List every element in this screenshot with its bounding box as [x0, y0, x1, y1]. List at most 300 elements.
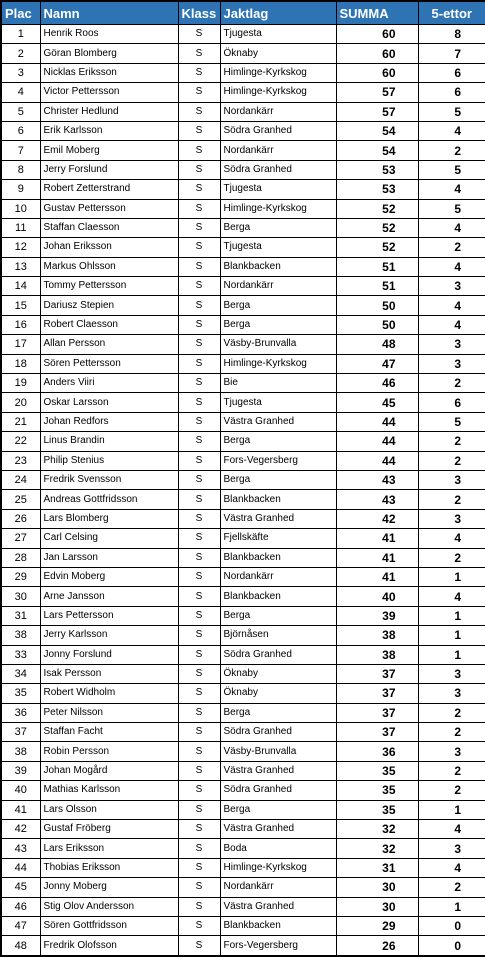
cell-klass: S	[178, 606, 220, 625]
cell-5-ettor: 4	[418, 587, 485, 606]
cell-jaktlag: Öknaby	[220, 684, 336, 703]
cell-5-ettor: 5	[418, 102, 485, 121]
cell-summa: 50	[336, 296, 418, 315]
table-row	[1, 470, 485, 489]
cell-jaktlag: Blankbacken	[220, 490, 336, 509]
cell-klass: S	[178, 529, 220, 548]
cell-klass: S	[178, 509, 220, 528]
cell-5-ettor: 2	[418, 878, 485, 897]
cell-jaktlag: Berga	[220, 432, 336, 451]
cell-jaktlag: Boda	[220, 839, 336, 858]
cell-klass: S	[178, 102, 220, 121]
cell-klass: S	[178, 83, 220, 102]
cell-klass: S	[178, 703, 220, 722]
cell-5-ettor: 4	[418, 218, 485, 237]
cell-jaktlag: Fors-Vegersberg	[220, 936, 336, 956]
cell-5-ettor: 3	[418, 509, 485, 528]
cell-klass: S	[178, 490, 220, 509]
cell-5-ettor: 2	[418, 761, 485, 780]
table-row	[1, 626, 485, 645]
table-row	[1, 102, 485, 121]
cell-summa: 60	[336, 44, 418, 63]
cell-namn: Linus Brandin	[40, 432, 178, 451]
cell-5-ettor: 0	[418, 936, 485, 956]
cell-summa: 41	[336, 567, 418, 586]
cell-namn: Victor Pettersson	[40, 83, 178, 102]
cell-klass: S	[178, 548, 220, 567]
cell-namn: Sören Gottfridsson	[40, 916, 178, 935]
cell-jaktlag: Nordankärr	[220, 102, 336, 121]
cell-jaktlag: Öknaby	[220, 664, 336, 683]
cell-summa: 57	[336, 102, 418, 121]
cell-klass: S	[178, 800, 220, 819]
cell-summa: 35	[336, 761, 418, 780]
cell-plac: 6	[1, 121, 40, 140]
cell-namn: Oskar Larsson	[40, 393, 178, 412]
cell-namn: Emil Moberg	[40, 141, 178, 160]
cell-summa: 51	[336, 257, 418, 276]
cell-plac: 44	[1, 858, 40, 877]
table-row	[1, 141, 485, 160]
cell-namn: Jonny Moberg	[40, 878, 178, 897]
cell-5-ettor: 4	[418, 121, 485, 140]
table-row	[1, 878, 485, 897]
cell-plac: 22	[1, 432, 40, 451]
cell-summa: 26	[336, 936, 418, 956]
cell-summa: 54	[336, 141, 418, 160]
cell-5-ettor: 2	[418, 238, 485, 257]
cell-summa: 44	[336, 451, 418, 470]
cell-klass: S	[178, 781, 220, 800]
cell-plac: 47	[1, 916, 40, 935]
table-row	[1, 587, 485, 606]
cell-summa: 29	[336, 916, 418, 935]
cell-summa: 40	[336, 587, 418, 606]
cell-summa: 38	[336, 645, 418, 664]
cell-klass: S	[178, 180, 220, 199]
cell-plac: 4	[1, 83, 40, 102]
cell-5-ettor: 1	[418, 800, 485, 819]
table-row	[1, 897, 485, 916]
cell-summa: 30	[336, 897, 418, 916]
cell-jaktlag: Nordankärr	[220, 277, 336, 296]
cell-plac: 28	[1, 548, 40, 567]
table-row	[1, 820, 485, 839]
cell-plac: 30	[1, 587, 40, 606]
cell-klass: S	[178, 121, 220, 140]
cell-klass: S	[178, 684, 220, 703]
cell-namn: Mathias Karlsson	[40, 781, 178, 800]
cell-5-ettor: 4	[418, 296, 485, 315]
cell-5-ettor: 1	[418, 606, 485, 625]
cell-klass: S	[178, 277, 220, 296]
cell-klass: S	[178, 878, 220, 897]
cell-plac: 9	[1, 180, 40, 199]
cell-klass: S	[178, 44, 220, 63]
cell-plac: 37	[1, 723, 40, 742]
header-plac: Plac	[1, 1, 40, 25]
cell-jaktlag: Västra Granhed	[220, 509, 336, 528]
table-row	[1, 83, 485, 102]
cell-summa: 54	[336, 121, 418, 140]
cell-jaktlag: Blankbacken	[220, 587, 336, 606]
table-row	[1, 916, 485, 935]
cell-5-ettor: 3	[418, 277, 485, 296]
cell-klass: S	[178, 567, 220, 586]
cell-5-ettor: 6	[418, 83, 485, 102]
cell-plac: 36	[1, 703, 40, 722]
cell-klass: S	[178, 897, 220, 916]
cell-5-ettor: 1	[418, 626, 485, 645]
cell-summa: 31	[336, 858, 418, 877]
cell-plac: 17	[1, 335, 40, 354]
cell-namn: Lars Pettersson	[40, 606, 178, 625]
cell-klass: S	[178, 723, 220, 742]
cell-namn: Jerry Forslund	[40, 160, 178, 179]
cell-namn: Dariusz Stepien	[40, 296, 178, 315]
cell-5-ettor: 6	[418, 393, 485, 412]
cell-klass: S	[178, 335, 220, 354]
cell-5-ettor: 3	[418, 742, 485, 761]
cell-jaktlag: Himlinge-Kyrkskog	[220, 63, 336, 82]
cell-plac: 48	[1, 936, 40, 956]
cell-jaktlag: Södra Granhed	[220, 645, 336, 664]
cell-plac: 31	[1, 606, 40, 625]
cell-jaktlag: Södra Granhed	[220, 723, 336, 742]
cell-5-ettor: 3	[418, 839, 485, 858]
cell-summa: 48	[336, 335, 418, 354]
table-row	[1, 606, 485, 625]
cell-summa: 52	[336, 199, 418, 218]
cell-plac: 10	[1, 199, 40, 218]
cell-summa: 30	[336, 878, 418, 897]
table-row	[1, 218, 485, 237]
cell-plac: 25	[1, 490, 40, 509]
cell-plac: 45	[1, 878, 40, 897]
cell-jaktlag: Öknaby	[220, 44, 336, 63]
cell-jaktlag: Tjugesta	[220, 180, 336, 199]
cell-5-ettor: 2	[418, 723, 485, 742]
cell-jaktlag: Fors-Vegersberg	[220, 451, 336, 470]
cell-5-ettor: 3	[418, 470, 485, 489]
table-row	[1, 800, 485, 819]
cell-namn: Peter Nilsson	[40, 703, 178, 722]
table-row	[1, 451, 485, 470]
cell-namn: Robin Persson	[40, 742, 178, 761]
cell-5-ettor: 2	[418, 432, 485, 451]
cell-summa: 37	[336, 703, 418, 722]
cell-summa: 52	[336, 218, 418, 237]
cell-plac: 1	[1, 25, 40, 44]
cell-summa: 35	[336, 800, 418, 819]
cell-jaktlag: Himlinge-Kyrkskog	[220, 858, 336, 877]
cell-namn: Robert Zetterstrand	[40, 180, 178, 199]
cell-jaktlag: Nordankärr	[220, 567, 336, 586]
cell-namn: Sören Pettersson	[40, 354, 178, 373]
cell-namn: Johan Eriksson	[40, 238, 178, 257]
cell-plac: 41	[1, 800, 40, 819]
table-row	[1, 567, 485, 586]
cell-plac: 13	[1, 257, 40, 276]
cell-plac: 15	[1, 296, 40, 315]
cell-plac: 26	[1, 509, 40, 528]
cell-plac: 21	[1, 412, 40, 431]
cell-klass: S	[178, 238, 220, 257]
cell-summa: 44	[336, 432, 418, 451]
cell-summa: 43	[336, 490, 418, 509]
cell-namn: Lars Olsson	[40, 800, 178, 819]
cell-namn: Markus Ohlsson	[40, 257, 178, 276]
cell-jaktlag: Södra Granhed	[220, 121, 336, 140]
cell-klass: S	[178, 587, 220, 606]
cell-plac: 2	[1, 44, 40, 63]
header-row	[1, 1, 485, 25]
cell-5-ettor: 3	[418, 664, 485, 683]
cell-klass: S	[178, 141, 220, 160]
header-summa: SUMMA	[336, 1, 418, 25]
cell-summa: 53	[336, 180, 418, 199]
table-row	[1, 44, 485, 63]
cell-plac: 35	[1, 684, 40, 703]
cell-klass: S	[178, 820, 220, 839]
cell-namn: Jan Larsson	[40, 548, 178, 567]
table-row	[1, 412, 485, 431]
cell-namn: Fredrik Svensson	[40, 470, 178, 489]
table-row	[1, 781, 485, 800]
cell-summa: 52	[336, 238, 418, 257]
cell-plac: 42	[1, 820, 40, 839]
cell-klass: S	[178, 432, 220, 451]
cell-klass: S	[178, 296, 220, 315]
cell-plac: 19	[1, 374, 40, 393]
cell-klass: S	[178, 25, 220, 44]
header-klass: Klass	[178, 1, 220, 25]
cell-5-ettor: 4	[418, 257, 485, 276]
cell-jaktlag: Södra Granhed	[220, 160, 336, 179]
cell-namn: Fredrik Olofsson	[40, 936, 178, 956]
table-row	[1, 742, 485, 761]
cell-klass: S	[178, 451, 220, 470]
table-row	[1, 374, 485, 393]
table-row	[1, 393, 485, 412]
cell-plac: 27	[1, 529, 40, 548]
table-row	[1, 664, 485, 683]
cell-namn: Edvin Moberg	[40, 567, 178, 586]
cell-klass: S	[178, 63, 220, 82]
cell-summa: 51	[336, 277, 418, 296]
cell-namn: Allan Persson	[40, 335, 178, 354]
cell-5-ettor: 4	[418, 858, 485, 877]
cell-5-ettor: 3	[418, 335, 485, 354]
cell-klass: S	[178, 199, 220, 218]
cell-namn: Stig Olov Andersson	[40, 897, 178, 916]
cell-namn: Robert Claesson	[40, 315, 178, 334]
table-row	[1, 509, 485, 528]
cell-jaktlag: Väsby-Brunvalla	[220, 335, 336, 354]
cell-summa: 50	[336, 315, 418, 334]
table-row	[1, 858, 485, 877]
cell-summa: 60	[336, 63, 418, 82]
table-row	[1, 529, 485, 548]
cell-plac: 12	[1, 238, 40, 257]
cell-namn: Lars Eriksson	[40, 839, 178, 858]
cell-plac: 20	[1, 393, 40, 412]
cell-jaktlag: Tjugesta	[220, 393, 336, 412]
cell-summa: 46	[336, 374, 418, 393]
cell-namn: Jonny Forslund	[40, 645, 178, 664]
cell-klass: S	[178, 374, 220, 393]
cell-jaktlag: Berga	[220, 703, 336, 722]
table-row	[1, 315, 485, 334]
cell-namn: Andreas Gottfridsson	[40, 490, 178, 509]
cell-summa: 57	[336, 83, 418, 102]
cell-jaktlag: Berga	[220, 470, 336, 489]
header-namn: Namn	[40, 1, 178, 25]
header-jaktlag: Jaktlag	[220, 1, 336, 25]
cell-5-ettor: 4	[418, 820, 485, 839]
cell-klass: S	[178, 916, 220, 935]
cell-plac: 38	[1, 742, 40, 761]
cell-jaktlag: Fjellskäfte	[220, 529, 336, 548]
cell-klass: S	[178, 936, 220, 956]
cell-jaktlag: Himlinge-Kyrkskog	[220, 83, 336, 102]
cell-5-ettor: 1	[418, 645, 485, 664]
cell-summa: 36	[336, 742, 418, 761]
cell-summa: 45	[336, 393, 418, 412]
cell-plac: 23	[1, 451, 40, 470]
cell-5-ettor: 4	[418, 529, 485, 548]
cell-5-ettor: 5	[418, 160, 485, 179]
cell-plac: 7	[1, 141, 40, 160]
table-row	[1, 684, 485, 703]
cell-namn: Nicklas Eriksson	[40, 63, 178, 82]
cell-namn: Christer Hedlund	[40, 102, 178, 121]
cell-jaktlag: Berga	[220, 606, 336, 625]
cell-klass: S	[178, 858, 220, 877]
cell-5-ettor: 7	[418, 44, 485, 63]
cell-summa: 35	[336, 781, 418, 800]
table-row	[1, 160, 485, 179]
cell-klass: S	[178, 839, 220, 858]
cell-namn: Erik Karlsson	[40, 121, 178, 140]
cell-klass: S	[178, 354, 220, 373]
cell-klass: S	[178, 761, 220, 780]
table-row	[1, 121, 485, 140]
cell-jaktlag: Västra Granhed	[220, 761, 336, 780]
cell-namn: Henrik Roos	[40, 25, 178, 44]
cell-summa: 60	[336, 25, 418, 44]
cell-jaktlag: Blankbacken	[220, 257, 336, 276]
cell-plac: 3	[1, 63, 40, 82]
cell-5-ettor: 5	[418, 199, 485, 218]
cell-summa: 32	[336, 839, 418, 858]
cell-5-ettor: 3	[418, 354, 485, 373]
cell-namn: Staffan Claesson	[40, 218, 178, 237]
cell-namn: Gustav Pettersson	[40, 199, 178, 218]
cell-summa: 41	[336, 529, 418, 548]
cell-summa: 32	[336, 820, 418, 839]
cell-plac: 11	[1, 218, 40, 237]
header-5-ettor: 5-ettor	[418, 1, 485, 25]
cell-plac: 8	[1, 160, 40, 179]
table-row	[1, 703, 485, 722]
cell-plac: 39	[1, 761, 40, 780]
table-row	[1, 25, 485, 44]
cell-plac: 16	[1, 315, 40, 334]
cell-5-ettor: 4	[418, 315, 485, 334]
cell-5-ettor: 2	[418, 490, 485, 509]
cell-klass: S	[178, 218, 220, 237]
cell-5-ettor: 2	[418, 451, 485, 470]
cell-jaktlag: Tjugesta	[220, 25, 336, 44]
table-row	[1, 257, 485, 276]
cell-jaktlag: Björnåsen	[220, 626, 336, 645]
cell-jaktlag: Västra Granhed	[220, 897, 336, 916]
cell-jaktlag: Berga	[220, 218, 336, 237]
cell-namn: Isak Persson	[40, 664, 178, 683]
cell-klass: S	[178, 412, 220, 431]
cell-klass: S	[178, 645, 220, 664]
table-row	[1, 839, 485, 858]
cell-jaktlag: Nordankärr	[220, 878, 336, 897]
cell-5-ettor: 2	[418, 703, 485, 722]
cell-namn: Thobias Eriksson	[40, 858, 178, 877]
cell-5-ettor: 1	[418, 897, 485, 916]
cell-klass: S	[178, 470, 220, 489]
cell-jaktlag: Blankbacken	[220, 916, 336, 935]
cell-klass: S	[178, 160, 220, 179]
table-row	[1, 335, 485, 354]
cell-plac: 40	[1, 781, 40, 800]
cell-jaktlag: Nordankärr	[220, 141, 336, 160]
cell-summa: 37	[336, 723, 418, 742]
cell-jaktlag: Himlinge-Kyrkskog	[220, 199, 336, 218]
cell-5-ettor: 6	[418, 63, 485, 82]
cell-jaktlag: Berga	[220, 296, 336, 315]
cell-namn: Johan Redfors	[40, 412, 178, 431]
cell-5-ettor: 0	[418, 916, 485, 935]
cell-plac: 38	[1, 626, 40, 645]
cell-plac: 14	[1, 277, 40, 296]
table-row	[1, 761, 485, 780]
cell-jaktlag: Södra Granhed	[220, 781, 336, 800]
cell-5-ettor: 8	[418, 25, 485, 44]
cell-jaktlag: Bie	[220, 374, 336, 393]
cell-jaktlag: Berga	[220, 800, 336, 819]
cell-jaktlag: Berga	[220, 315, 336, 334]
cell-jaktlag: Väsby-Brunvalla	[220, 742, 336, 761]
cell-plac: 18	[1, 354, 40, 373]
cell-plac: 33	[1, 645, 40, 664]
cell-plac: 24	[1, 470, 40, 489]
cell-summa: 37	[336, 664, 418, 683]
cell-namn: Göran Blomberg	[40, 44, 178, 63]
cell-plac: 29	[1, 567, 40, 586]
cell-namn: Robert Widholm	[40, 684, 178, 703]
cell-5-ettor: 3	[418, 684, 485, 703]
cell-5-ettor: 5	[418, 412, 485, 431]
cell-klass: S	[178, 626, 220, 645]
cell-namn: Gustaf Fröberg	[40, 820, 178, 839]
table-row	[1, 645, 485, 664]
cell-namn: Arne Jansson	[40, 587, 178, 606]
cell-klass: S	[178, 393, 220, 412]
cell-summa: 53	[336, 160, 418, 179]
cell-jaktlag: Tjugesta	[220, 238, 336, 257]
cell-summa: 42	[336, 509, 418, 528]
cell-5-ettor: 4	[418, 180, 485, 199]
cell-klass: S	[178, 315, 220, 334]
